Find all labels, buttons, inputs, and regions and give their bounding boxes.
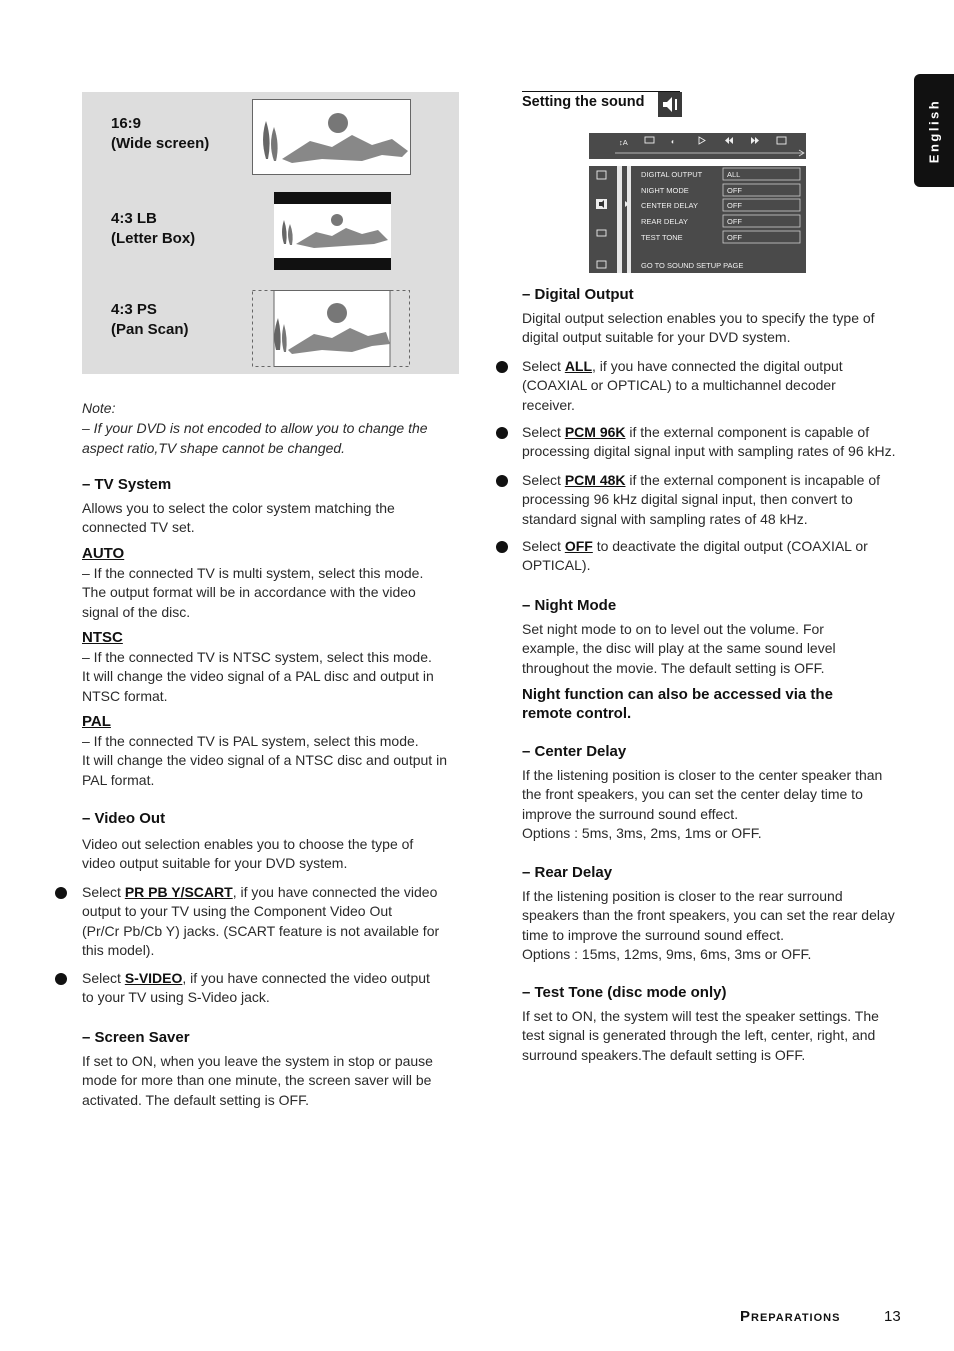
note-block [82, 398, 462, 458]
night-mode-note: Night function can also be accessed via the remote control. [522, 686, 833, 723]
menu-row-label: DIGITAL OUTPUT [641, 170, 703, 179]
menu-row-label: REAR DELAY [641, 217, 688, 226]
setting-sound-heading: Setting the sound [522, 94, 645, 110]
ntsc-label: NTSC [82, 629, 123, 646]
digital-option-off: Select OFF to deactivate the digital output (COAXIAL or OPTICAL). [522, 538, 868, 574]
aspect-label-panscan: 4:3 PS (Pan Scan) [111, 301, 189, 338]
bullet-icon [496, 361, 508, 373]
bullet-icon [496, 475, 508, 487]
pan-scan-illustration [252, 290, 410, 368]
note-label: Note: [82, 400, 116, 416]
footer-section: Preparations [740, 1308, 841, 1325]
night-mode-heading: – Night Mode [522, 597, 617, 614]
screen-saver-heading: – Screen Saver [82, 1029, 190, 1046]
bullet-icon [496, 427, 508, 439]
pal-label: PAL [82, 713, 111, 730]
menu-row-value: OFF [727, 201, 742, 210]
menu-footer: GO TO SOUND SETUP PAGE [641, 261, 744, 270]
speaker-icon [658, 92, 682, 117]
auto-label: AUTO [82, 545, 125, 562]
sound-heading-rule [522, 91, 680, 92]
video-out-option-svideo: Select S-VIDEO, if you have connected the video output to your TV using S-Video jack. [82, 970, 430, 1006]
digital-option-all: Select ALL, if you have connected the digital output (COAXIAL or OPTICAL) to a multichannel decoder receiver. [522, 358, 843, 413]
center-delay-desc: If the listening position is closer to the center speaker than the front speakers, you can set the center delay time to improve the surround sound effect. Options : 5ms, 3ms, 2ms, 1ms or OFF. [522, 767, 883, 841]
menu-row-value: OFF [727, 186, 742, 195]
sound-setup-menu [589, 133, 806, 273]
letterbox-illustration [274, 192, 391, 270]
aspect-label-letterbox: 4:3 LB (Letter Box) [111, 210, 196, 247]
rear-delay-heading: – Rear Delay [522, 864, 613, 881]
test-tone-heading: – Test Tone (disc mode only) [522, 984, 727, 1001]
digital-option-pcm48k: Select PCM 48K if the external component is incapable of processing 96 kHz digital signal input, then convert to standard signal with sampling rates of 48 kHz. [522, 472, 880, 527]
auto-desc: – If the connected TV is multi system, select this mode. The output format will be in accordance with the video signal of the disc. [82, 565, 424, 620]
language-tab [914, 74, 954, 187]
test-tone-desc: If set to ON, the system will test the speaker settings. The test signal is generated through the left, center, right, and surround speakers.The default setting is OFF. [522, 1008, 879, 1063]
bullet-icon [496, 541, 508, 553]
rear-delay-desc: If the listening position is closer to the rear surround speakers than the front speakers, you can set the rear delay time to improve the surround sound effect. Options : 15ms, 12ms, 9ms, 6ms, 3ms or OFF. [522, 888, 895, 962]
menu-row-value: OFF [727, 233, 742, 242]
aspect-label-wide: 16:9 (Wide screen) [111, 115, 210, 152]
svg-text:↕A: ↕A [619, 138, 628, 147]
video-out-heading: – Video Out [82, 810, 166, 827]
page-number: 13 [884, 1308, 901, 1325]
digital-output-heading: – Digital Output [522, 286, 634, 303]
aspect-ratio-panel [82, 92, 459, 374]
svg-text:◐: ◐ [671, 137, 676, 146]
digital-option-pcm96k: Select PCM 96K if the external component is capable of processing digital signal input with sampling rates of 96 kHz. [522, 424, 896, 460]
bullet-icon [55, 887, 67, 899]
ntsc-desc: – If the connected TV is NTSC system, select this mode. It will change the video signal of a PAL disc and output in NTSC format. [82, 649, 434, 704]
digital-output-desc: Digital output selection enables you to specify the type of digital output suitable for your DVD system. [522, 310, 875, 346]
video-out-option-component: Select PR PB Y/SCART, if you have connected the video output to your TV using the Component Video Out (Pr/Cr Pb/Cb Y) jacks. (SCART feature is not available for this model). [82, 884, 440, 958]
video-out-desc: Video out selection enables you to choose the type of video output suitable for your DVD system. [82, 836, 414, 872]
menu-row-label: CENTER DELAY [641, 201, 698, 210]
bullet-icon [55, 973, 67, 985]
menu-row-value: ALL [727, 170, 741, 179]
pal-desc: – If the connected TV is PAL system, select this mode. It will change the video signal of a NTSC disc and output in PAL format. [82, 733, 447, 788]
menu-row-value: OFF [727, 217, 742, 226]
tv-system-desc: Allows you to select the color system matching the connected TV set. [82, 500, 395, 536]
language-tab-label: English [926, 98, 942, 163]
wide-screen-illustration [252, 99, 412, 176]
tv-system-heading: – TV System [82, 476, 172, 493]
note-line: – If your DVD is not encoded to allow you to change the [82, 420, 428, 436]
center-delay-heading: – Center Delay [522, 743, 627, 760]
note-line: aspect ratio,TV shape cannot be changed. [82, 440, 346, 456]
menu-row-label: NIGHT MODE [641, 186, 689, 195]
menu-row-label: TEST TONE [641, 233, 683, 242]
night-mode-desc: Set night mode to on to level out the volume. For example, the disc will play at the same sound level throughout the movie. The default setting is OFF. [522, 621, 836, 676]
screen-saver-desc: If set to ON, when you leave the system in stop or pause mode for more than one minute, the screen saver will be activated. The default setting is OFF. [82, 1053, 433, 1108]
